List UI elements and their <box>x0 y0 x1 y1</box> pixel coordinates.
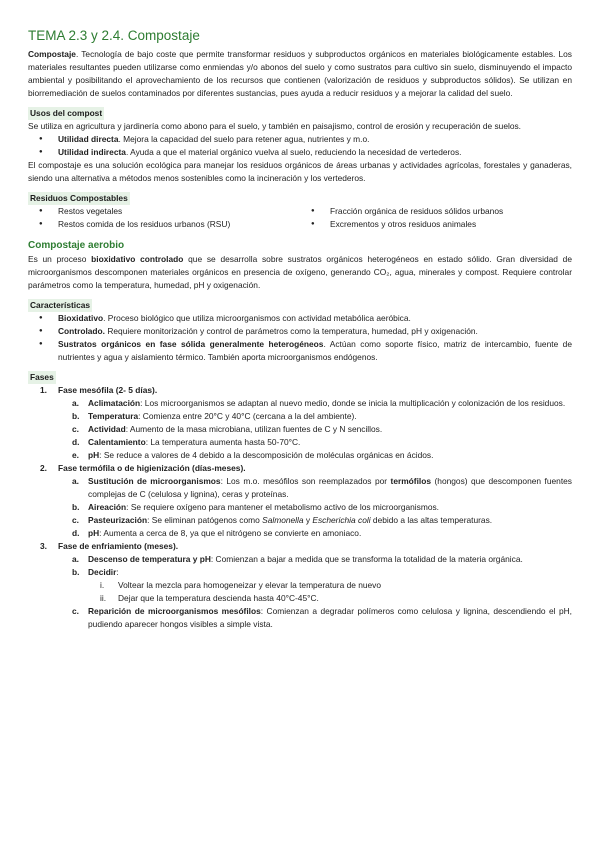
sub-item <box>58 501 572 514</box>
sub-label: Descenso de temperatura y pH <box>88 554 211 564</box>
caracteristicas-section <box>28 299 572 364</box>
sub-label: Sustitución de microorganismos <box>88 476 221 486</box>
residuos-left-list <box>28 205 300 231</box>
sub-text: : Aumento de la masa microbiana, utilizan fuentes de C y N sencillos. <box>125 424 383 434</box>
sub-letter: b. <box>72 567 80 577</box>
decision-sublist <box>88 579 572 605</box>
aerobio-pre: Es un proceso <box>28 254 92 264</box>
usos-section <box>28 107 572 185</box>
sub-bold: termófilos <box>390 476 432 486</box>
list-item <box>28 312 572 325</box>
sub-text: debido a las altas temperaturas. <box>370 515 493 525</box>
sub-label: Temperatura <box>88 411 139 421</box>
sub-text: : Se requiere oxígeno para mantener el metabolismo activo de los microorganismos. <box>126 502 439 512</box>
aerobio-text <box>28 253 572 292</box>
sub-text: : Se eliminan patógenos como <box>147 515 263 525</box>
sub-item <box>58 605 572 631</box>
sub-letter: b. <box>72 411 80 421</box>
item-label: Utilidad indirecta <box>58 147 126 157</box>
sub-item <box>58 449 572 462</box>
residuos-section <box>28 192 572 231</box>
sub-letter: e. <box>72 450 79 460</box>
caracteristicas-list <box>28 312 572 364</box>
sub-label: Actividad <box>88 424 126 434</box>
phase-item <box>28 384 572 462</box>
list-item: ● Restos comida de los residuos urbanos (RSU) <box>28 218 300 231</box>
item-label: Controlado. <box>58 326 105 336</box>
sub-italic: Salmonella <box>262 515 304 525</box>
sub-item <box>58 410 572 423</box>
sub-item <box>58 527 572 540</box>
sub-item <box>58 566 572 605</box>
usos-heading: Usos del compost <box>30 108 103 118</box>
residuos-columns <box>28 205 572 231</box>
sub-text: : Comienza entre 20°C y 40°C (cercana a la del ambiente). <box>138 411 357 421</box>
list-item: ● Excrementos y otros residuos animales <box>300 218 572 231</box>
roman-numeral: i. <box>100 580 105 590</box>
list-item <box>28 338 572 364</box>
phase-title: Fase de enfriamiento (meses). <box>58 541 179 551</box>
sub-text: : Los m.o. mesófilos son reemplazados por <box>220 476 391 486</box>
sub-text: y <box>303 515 313 525</box>
sub-letter: d. <box>72 528 80 538</box>
roman-numeral: ii. <box>100 593 107 603</box>
sub-letter: a. <box>72 554 79 564</box>
phase-sublist <box>58 397 572 462</box>
aerobio-heading: Compostaje aerobio <box>28 240 125 251</box>
list-item <box>28 146 572 159</box>
sub-text: : <box>116 567 119 577</box>
sub-text: : Comienzan a bajar a medida que se transforma la totalidad de la materia orgánica. <box>210 554 523 564</box>
sub-label: pH <box>88 528 100 538</box>
residuos-heading: Residuos Compostables <box>30 193 128 203</box>
item-text: . Actúan como soporte físico, matriz de intercambio, fuente de nutrientes y agua y aislamiento térmico. También aporta microorganismos endógenos. <box>58 339 572 362</box>
page-title: TEMA 2.3 y 2.4. Compostaje <box>28 28 200 43</box>
item-text: . Proceso biológico que utiliza microorganismos con actividad metabólica aeróbica. <box>103 313 411 323</box>
phase-item <box>28 540 572 631</box>
fases-section <box>28 371 572 631</box>
sub-letter: c. <box>72 515 79 525</box>
phase-title: Fase mesófila (2- 5 días). <box>58 385 158 395</box>
item-label: Utilidad directa <box>58 134 119 144</box>
item-label: Sustratos orgánicos en fase sólida generalmente heterogéneos <box>58 339 324 349</box>
phase-item <box>28 462 572 540</box>
usos-closing: El compostaje es una solución ecológica para manejar los residuos orgánicos de áreas urbanas y actividades agrícolas, forestales y ganaderas, siendo una alternativa a métodos menos sostenibles como la incineración y los vertederos. <box>28 160 572 183</box>
sub-text: : Se reduce a valores de 4 debido a la descomposición de moléculas orgánicas en ácidos. <box>99 450 434 460</box>
decision-item <box>88 592 572 605</box>
decision-item <box>88 579 572 592</box>
sub-label: Aclimatación <box>88 398 141 408</box>
intro-paragraph <box>28 48 572 100</box>
sub-label: Calentamiento <box>88 437 146 447</box>
sub-italic: Escherichia coli <box>312 515 371 525</box>
item-text: . Ayuda a que el material orgánico vuelva al suelo, reduciendo la necesidad de vertederos. <box>125 147 462 157</box>
aerobio-section <box>28 238 572 292</box>
decision-text: Voltear la mezcla para homogeneizar y elevar la temperatura de nuevo <box>118 580 382 590</box>
sub-text: : Aumenta a cerca de 8, ya que el nitrógeno se convierte en amoniaco. <box>99 528 362 538</box>
phase-sublist <box>58 553 572 631</box>
phase-number: 3. <box>40 541 47 551</box>
list-item: ● Restos vegetales <box>28 205 300 218</box>
sub-label: Decidir <box>88 567 117 577</box>
residuos-right-list <box>300 205 572 231</box>
sub-item <box>58 475 572 501</box>
sub-label: Reparición de microorganismos mesófilos <box>88 606 261 616</box>
phase-title: Fase termófila o de higienización (días-meses). <box>58 463 246 473</box>
sub-label: Aireación <box>88 502 127 512</box>
decision-text: Dejar que la temperatura descienda hasta 40°C-45°C. <box>118 593 319 603</box>
aerobio-post: que se desarrolla sobre sustratos orgánicos heterogéneos en estado sólido. Gran diversidad de microorganismos descomponen materiales orgánicos en presencia de oxígeno, generando CO₂, agua, minerales y compost. Requiere controlar parámetros como la temperatura, humedad, pH y oxigenación. <box>28 254 572 290</box>
sub-letter: b. <box>72 502 80 512</box>
list-item <box>28 325 572 338</box>
sub-letter: c. <box>72 424 79 434</box>
sub-item <box>58 514 572 527</box>
sub-label: Pasteurización <box>88 515 148 525</box>
sub-item <box>58 553 572 566</box>
sub-item <box>58 436 572 449</box>
caracteristicas-heading: Características <box>30 300 91 310</box>
sub-text: : La temperatura aumenta hasta 50-70°C. <box>145 437 301 447</box>
sub-letter: c. <box>72 606 79 616</box>
sub-letter: a. <box>72 398 79 408</box>
sub-item <box>58 397 572 410</box>
list-item: ● Fracción orgánica de residuos sólidos urbanos <box>300 205 572 218</box>
item-text: . Mejora la capacidad del suelo para retener agua, nutrientes y m.o. <box>118 134 370 144</box>
usos-text: Se utiliza en agricultura y jardinería como abono para el suelo, y también en paisajismo, control de erosión y recuperación de suelos. <box>28 121 522 131</box>
sub-label: pH <box>88 450 100 460</box>
sub-letter: a. <box>72 476 79 486</box>
sub-item <box>58 423 572 436</box>
list-item <box>28 133 572 146</box>
aerobio-bold: bioxidativo controlado <box>91 254 184 264</box>
item-text: Requiere monitorización y control de parámetros como la temperatura, humedad, pH y oxigenación. <box>105 326 478 336</box>
phase-number: 1. <box>40 385 47 395</box>
fases-heading: Fases <box>30 372 54 382</box>
item-label: Bioxidativo <box>58 313 104 323</box>
phase-sublist <box>58 475 572 540</box>
intro-term: Compostaje <box>28 49 76 59</box>
sub-text: (hongos) que descomponen fuentes complejas de C (celulosa y lignina), ceras y proteínas. <box>88 476 572 499</box>
phase-number: 2. <box>40 463 47 473</box>
intro-text: . Tecnología de bajo coste que permite transformar residuos y subproductos orgánicos en materiales biológicamente estables. Los materiales resultantes pueden utilizarse como enmiendas y/o abonos del suelo y como sustratos para cultivo sin suelo, disminuyendo el impacto ambiental y posibilitando el aprovechamiento de los recursos que contienen (valorización de residuos y subproductos sólidos). Se utilizan en biorremediación de suelos contaminados por diferentes sustancias, pues ayuda a reducir residuos y a mejorar la calidad del suelo. <box>28 49 572 98</box>
usos-list <box>28 133 572 159</box>
sub-letter: d. <box>72 437 80 447</box>
fases-list <box>28 384 572 631</box>
sub-text: : Los microorganismos se adaptan al nuevo medio, donde se inicia la multiplicación y colonización de los residuos. <box>140 398 566 408</box>
sub-text: : Comienzan a degradar polímeros como celulosa y lignina, descendiendo el pH, pudiendo aparecer hongos visibles a simple vista. <box>88 606 572 629</box>
